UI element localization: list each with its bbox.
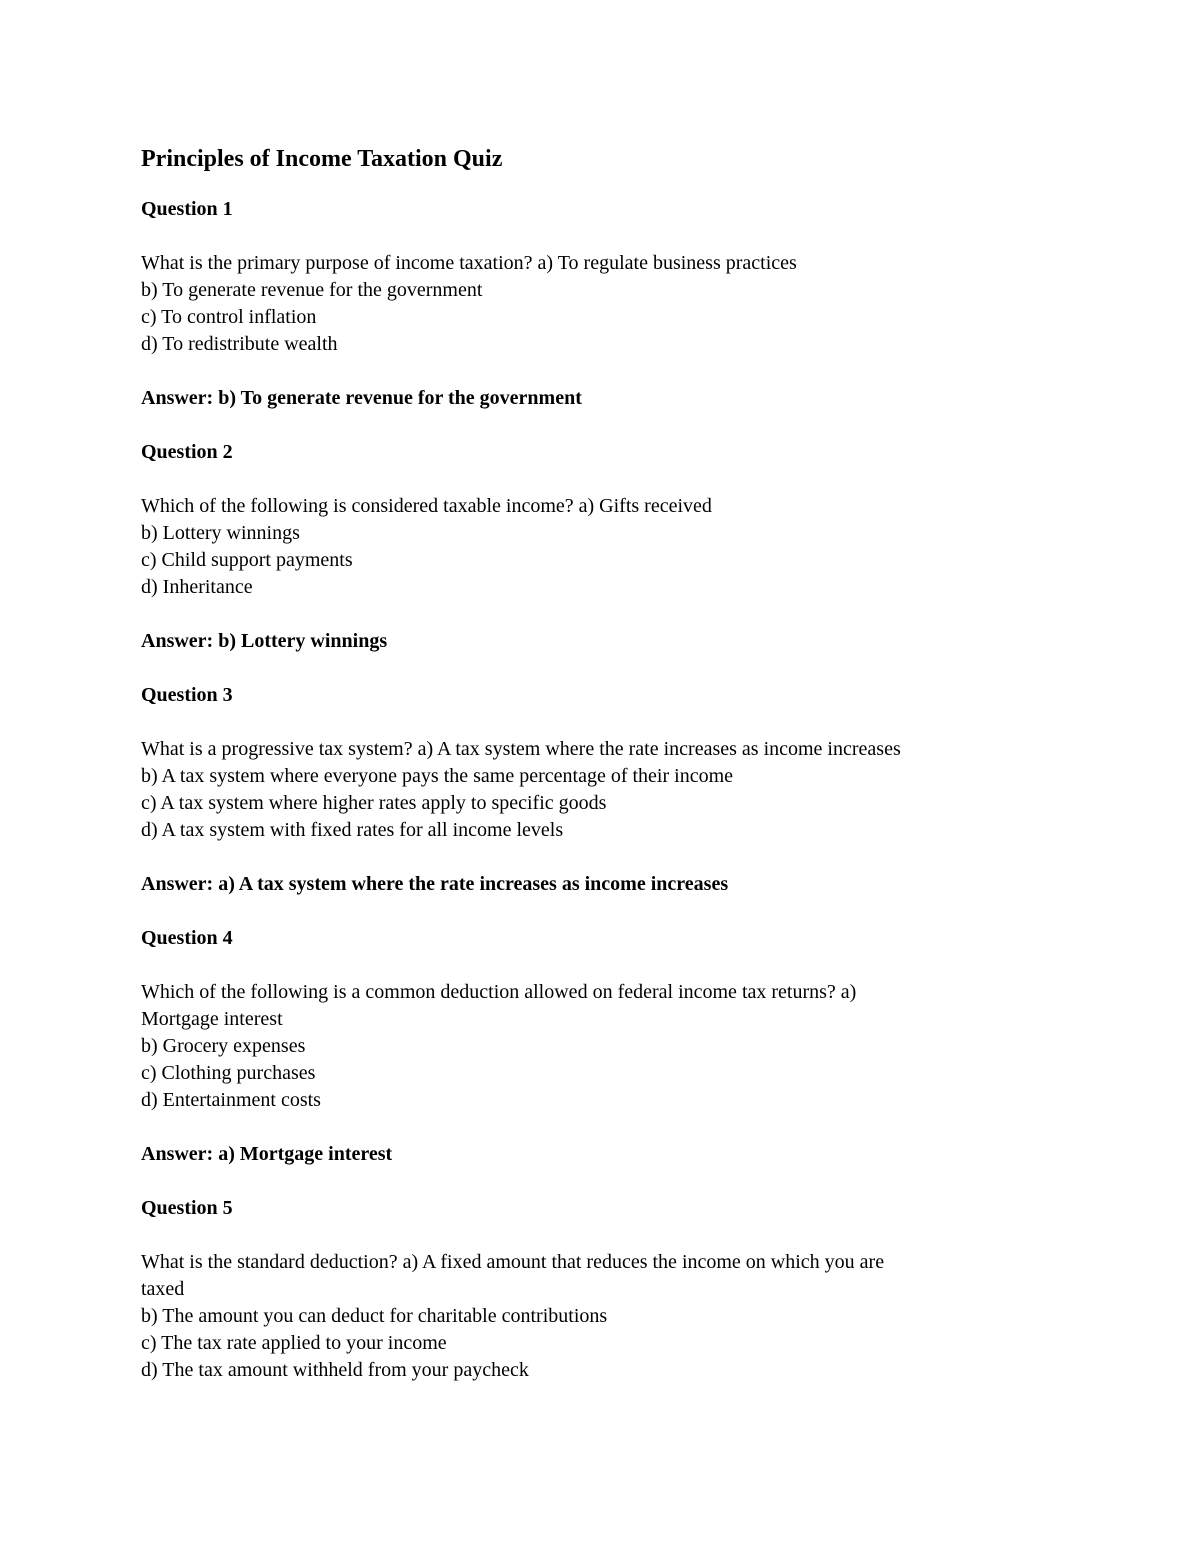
answer-text: Answer: b) Lottery winnings [141, 630, 388, 652]
question-heading: Question 3 [141, 684, 233, 706]
question-body [141, 1249, 1061, 1384]
question-text: Which of the following is a common deduction allowed on federal income tax returns? a) [141, 981, 857, 1003]
option-d: d) A tax system with fixed rates for all income levels [141, 819, 564, 841]
option-b: b) Lottery winnings [141, 522, 300, 544]
question-heading: Question 1 [141, 198, 233, 220]
document-page [141, 143, 1061, 1411]
question-block-3 [141, 682, 1061, 898]
option-b: b) Grocery expenses [141, 1035, 306, 1057]
question-body [141, 250, 1061, 358]
option-b: b) To generate revenue for the government [141, 279, 483, 301]
question-text: Which of the following is considered taxable income? a) Gifts received [141, 495, 712, 517]
question-text-continued: taxed [141, 1278, 185, 1300]
question-text: What is the standard deduction? a) A fixed amount that reduces the income on which you are [141, 1251, 885, 1273]
question-text-continued: Mortgage interest [141, 1008, 283, 1030]
question-block-4 [141, 925, 1061, 1168]
option-d: d) The tax amount withheld from your paycheck [141, 1359, 529, 1381]
option-d: d) Inheritance [141, 576, 253, 598]
option-c: c) Child support payments [141, 549, 353, 571]
option-c: c) The tax rate applied to your income [141, 1332, 447, 1354]
option-d: d) To redistribute wealth [141, 333, 338, 355]
question-block-5 [141, 1195, 1061, 1384]
option-d: d) Entertainment costs [141, 1089, 321, 1111]
question-body [141, 493, 1061, 601]
question-body [141, 736, 1061, 844]
document-title: Principles of Income Taxation Quiz [141, 146, 503, 172]
question-block-1 [141, 196, 1061, 412]
question-heading: Question 4 [141, 927, 233, 949]
answer-text: Answer: b) To generate revenue for the government [141, 387, 582, 409]
option-c: c) A tax system where higher rates apply to specific goods [141, 792, 607, 814]
answer-text: Answer: a) A tax system where the rate increases as income increases [141, 873, 729, 895]
option-b: b) A tax system where everyone pays the same percentage of their income [141, 765, 734, 787]
option-b: b) The amount you can deduct for charitable contributions [141, 1305, 608, 1327]
question-text: What is the primary purpose of income taxation? a) To regulate business practices [141, 252, 797, 274]
question-body [141, 979, 1061, 1114]
question-heading: Question 2 [141, 441, 233, 463]
option-c: c) Clothing purchases [141, 1062, 316, 1084]
question-text: What is a progressive tax system? a) A tax system where the rate increases as income increases [141, 738, 901, 760]
option-c: c) To control inflation [141, 306, 317, 328]
question-heading: Question 5 [141, 1197, 233, 1219]
answer-text: Answer: a) Mortgage interest [141, 1143, 393, 1165]
question-block-2 [141, 439, 1061, 655]
